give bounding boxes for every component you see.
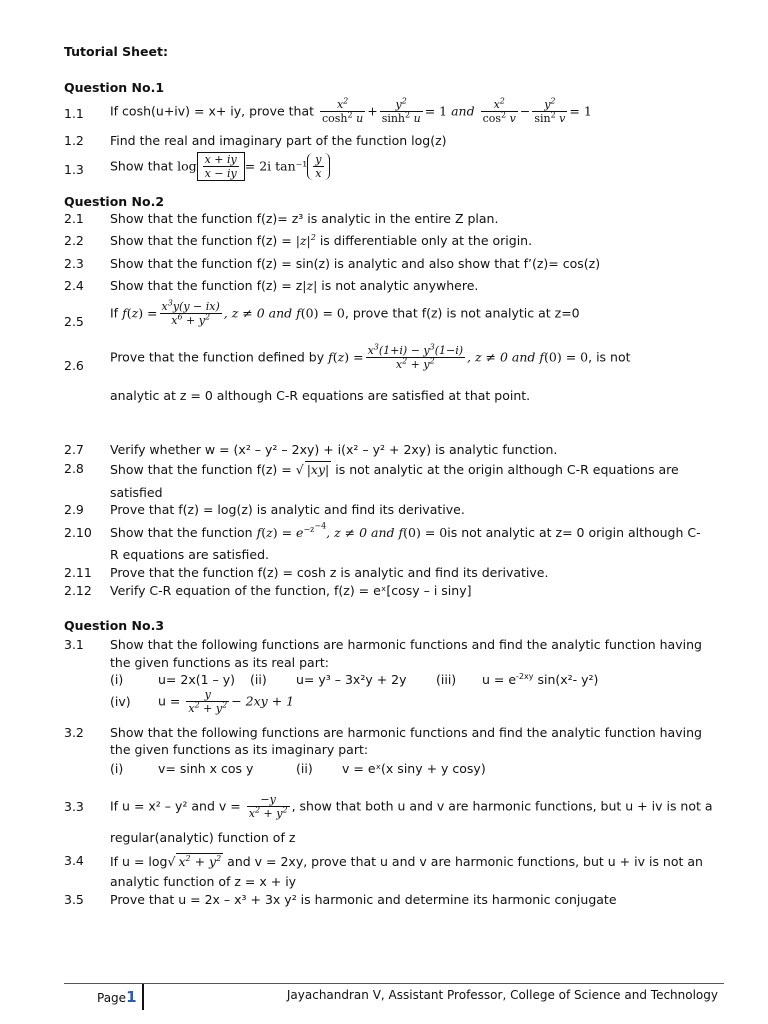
item-number: 2.10	[64, 525, 92, 540]
item-text: Prove that the function defined by f(z) = $\frac{x^3(1+i) - y^3(1-i)}{x^2 + y^2}$ , z ≠ 0 and f(0) = 0, is not	[110, 342, 631, 371]
item-number: 2.2	[64, 233, 84, 248]
part-text: u= y³ – 3x²y + 2y	[296, 672, 407, 687]
equation-fraction: $\frac{y^2}{\sin^2 v}$	[534, 96, 566, 125]
item-text: Show that the function f(z)= z³ is analytic in the entire Z plan.	[110, 211, 499, 226]
equation-fraction: $\frac{x^2}{\cosh^2 u}$	[322, 96, 364, 125]
section-heading-q3: Question No.3	[64, 618, 165, 633]
part-text: $u = e^{-2xy}$ sin(x²- y²)	[482, 671, 599, 687]
item-1-3	[64, 150, 728, 190]
equation-paren: $\frac{y}{x}$	[307, 153, 329, 180]
page-number	[97, 988, 137, 1006]
item-pre-text: If cosh(u+iv) = x+ iy, prove that	[110, 103, 315, 119]
item-number: 2.5	[64, 314, 84, 329]
part-label: (i)	[110, 672, 124, 687]
item-number: 2.4	[64, 278, 84, 293]
item-number: 1.2	[64, 133, 84, 148]
item-pre-text: Show that	[110, 158, 174, 174]
item-text-continued: analytic function of z = x + iy	[110, 874, 297, 889]
equation-bracket: $\frac{x + iy}{x - iy}$	[197, 152, 245, 181]
item-text: Prove that the function f(z) = cosh z is analytic and find its derivative.	[110, 565, 549, 580]
part-label: (i)	[110, 761, 124, 776]
item-text: Show that the function $f(z) = e^{-z^{-4}}$, z ≠ 0 and f(0) = 0is not analytic at z= 0 origin although C-	[110, 521, 701, 540]
item-text: Show that log $\frac{x + iy}{x - iy}$ = 2i tan⁻¹ $\frac{y}{x}$	[110, 152, 728, 181]
item-text: Find the real and imaginary part of the function log(z)	[110, 133, 447, 148]
item-number: 2.9	[64, 502, 84, 517]
item-text-continued: the given functions as its imaginary part:	[110, 742, 369, 757]
section-heading-q1: Question No.1	[64, 80, 165, 95]
item-text: Prove that u = 2x – x³ + 3x y² is harmonic and determine its harmonic conjugate	[110, 892, 617, 907]
item-number: 2.12	[64, 583, 92, 598]
item-number: 3.3	[64, 799, 84, 814]
item-text-continued: R equations are satisfied.	[110, 547, 270, 562]
item-1-1	[64, 98, 728, 132]
item-text: Show that the following functions are harmonic functions and find the analytic function having	[110, 637, 702, 652]
equation-fraction: $\frac{x^3(1+i) - y^3(1-i)}{x^2 + y^2}$	[367, 342, 464, 371]
item-text: Show that the function f(z) = √ |xy| is not analytic at the origin although C-R equations are	[110, 462, 679, 477]
item-text: Prove that f(z) = log(z) is analytic and find its derivative.	[110, 502, 465, 517]
item-number: 2.3	[64, 256, 84, 271]
item-text: Show that the function f(z) = z|z| is not analytic anywhere.	[110, 278, 479, 293]
item-number: 2.11	[64, 565, 92, 580]
item-3-1-part-iv	[64, 688, 728, 722]
item-2-6	[64, 344, 728, 384]
equation-connector: and	[451, 103, 475, 119]
equation-fraction: $\frac{y^2}{\sinh^2 u}$	[381, 96, 421, 125]
item-number: 2.6	[64, 358, 84, 373]
item-number: 1.3	[64, 162, 84, 177]
equation-fraction: $\frac{x^3y(y - ix)}{x^6 + y^2}$	[161, 298, 220, 327]
part-label: (ii)	[250, 672, 267, 687]
part-label: (ii)	[296, 761, 313, 776]
item-number: 3.2	[64, 725, 84, 740]
item-text: Show that the function f(z) = sin(z) is analytic and also show that f’(z)= cos(z)	[110, 256, 601, 271]
part-text: v = eˣ(x siny + y cosy)	[342, 761, 486, 776]
item-text-continued: analytic at z = 0 although C-R equations are satisfied at that point.	[110, 388, 531, 403]
page-title: Tutorial Sheet:	[64, 44, 168, 59]
footer-separator	[142, 984, 144, 1010]
item-number: 3.4	[64, 853, 84, 868]
item-text: If f(z) = $\frac{x^3y(y - ix)}{x^6 + y^2}$ , z ≠ 0 and f(0) = 0, prove that f(z) is not analytic at z=0	[110, 298, 580, 327]
item-text: Verify C-R equation of the function, f(z) = eˣ[cosy – i siny]	[110, 583, 472, 598]
item-text-continued: regular(analytic) function of z	[110, 830, 296, 845]
item-number: 2.8	[64, 461, 84, 476]
equation-fraction: $\frac{x^2}{\cos^2 v}$	[482, 96, 516, 125]
footer-divider	[64, 983, 724, 984]
item-3-3	[64, 793, 728, 829]
part-text: u = $\frac{y}{x^2 + y^2}$ − 2xy + 1	[158, 688, 295, 715]
item-text: Verify whether w = (x² – y² – 2xy) + i(x² – y² + 2xy) is analytic function.	[110, 442, 558, 457]
item-number: 3.1	[64, 637, 84, 652]
item-number: 1.1	[64, 106, 84, 121]
item-text: If cosh(u+iv) = x+ iy, prove that $\frac{x^2}{\cosh^2 u}$ + $\frac{y^2}{\sinh^2 u}$ = 1 and $\frac{x^2}{\cos^2 v}$ − $\frac{y^2}{\sin^2 v}$ = 1	[110, 96, 592, 125]
section-heading-q2: Question No.2	[64, 194, 165, 209]
item-number: 2.1	[64, 211, 84, 226]
item-text-continued: the given functions as its real part:	[110, 655, 329, 670]
item-2-5	[64, 300, 728, 340]
item-text-continued: satisfied	[110, 485, 163, 500]
part-label: (iii)	[436, 672, 457, 687]
part-label: (iv)	[110, 694, 131, 709]
footer-author: Jayachandran V, Assistant Professor, College of Science and Technology	[286, 988, 718, 1002]
part-text: u= 2x(1 – y)	[158, 672, 236, 687]
item-text: Show that the function $f(z) = |z|^2$ is differentiable only at the origin.	[110, 232, 533, 248]
page-number-value: 1	[126, 988, 137, 1006]
part-text: v= sinh x cos y	[158, 761, 254, 776]
item-text: If u = log√ $x^2 + y^2$ and v = 2xy, prove that u and v are harmonic functions, but u + iv is not an	[110, 853, 703, 869]
item-text: Show that the following functions are harmonic functions and find the analytic function having	[110, 725, 702, 740]
item-number: 3.5	[64, 892, 84, 907]
item-text: If u = x² – y² and v = $\frac{-y}{x^2 + y^2}$ , show that both u and v are harmonic functions, but u + iv is not a	[110, 793, 713, 820]
item-number: 2.7	[64, 442, 84, 457]
page-label: Page	[97, 991, 127, 1005]
